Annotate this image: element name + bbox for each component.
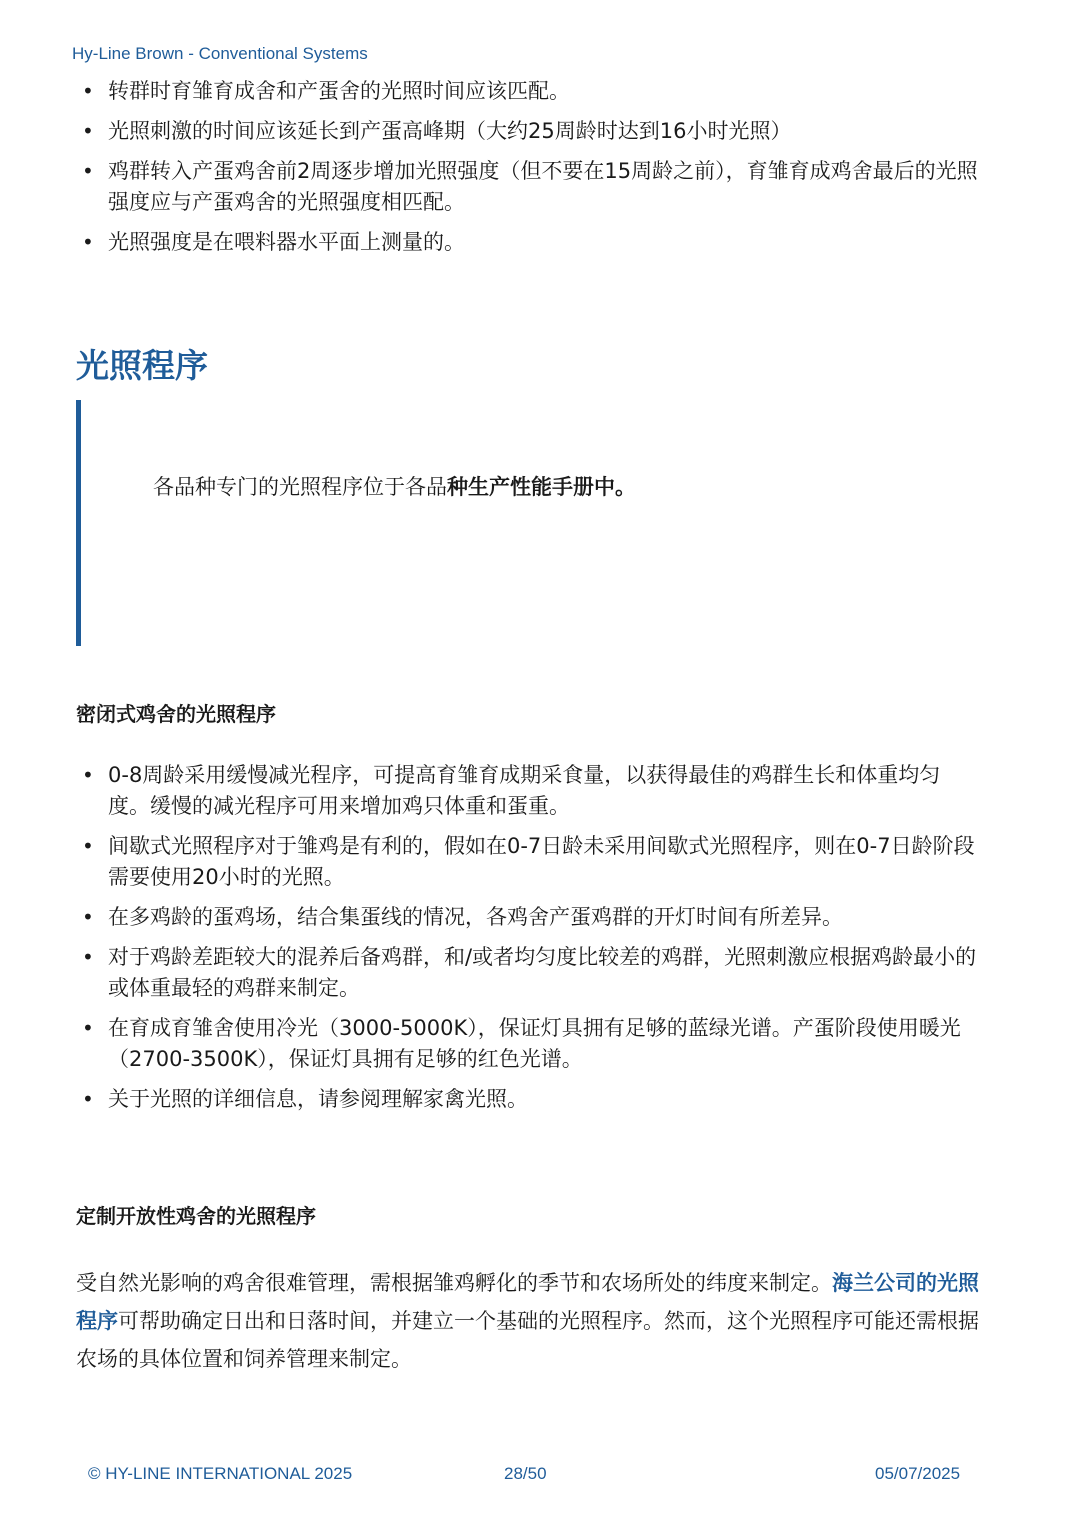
list-item: • 光照强度是在喂料器水平面上测量的。 [80,227,980,258]
callout-text-bold: 种生产性能手册中。 [447,475,636,499]
open-house-paragraph [76,1264,996,1378]
list-item: • 鸡群转入产蛋鸡舍前2周逐步增加光照强度（但不要在15周龄之前），育雏育成鸡舍最后的光照强度应与产蛋鸡舍的光照强度相匹配。 [80,156,980,218]
closed-house-bullet-list [80,760,980,1124]
paragraph-text: 受自然光影响的鸡舍很难管理，需根据雏鸡孵化的季节和农场所处的纬度来制定。 [76,1271,832,1295]
section-title: 光照程序 [76,346,208,385]
list-item: • 在多鸡龄的蛋鸡场，结合集蛋线的情况，各鸡舍产蛋鸡群的开灯时间有所差异。 [80,902,980,933]
callout-text-normal: 各品种专门的光照程序位于各品 [153,475,447,499]
lighting-program-link[interactable]: 海兰公司的光照程序 [76,1271,979,1333]
open-house-heading: 定制开放性鸡舍的光照程序 [76,1204,316,1228]
footer-copyright: © HY-LINE INTERNATIONAL 2025 [88,1464,353,1483]
callout-text [153,472,636,503]
callout-box [76,400,981,646]
list-item: • 对于鸡龄差距较大的混养后备鸡群，和/或者均匀度比较差的鸡群，光照刺激应根据鸡龄最小的或体重最轻的鸡群来制定。 [80,942,980,1004]
list-item: • 间歇式光照程序对于雏鸡是有利的，假如在0-7日龄未采用间歇式光照程序，则在0-7日龄阶段需要使用20小时的光照。 [80,831,980,893]
list-item: • 关于光照的详细信息，请参阅理解家禽光照。 [80,1084,980,1115]
list-item: • 光照刺激的时间应该延长到产蛋高峰期（大约25周龄时达到16小时光照） [80,116,980,147]
list-item: • 转群时育雏育成舍和产蛋舍的光照时间应该匹配。 [80,76,980,107]
list-item: • 0-8周龄采用缓慢减光程序，可提高育雏育成期采食量，以获得最佳的鸡群生长和体重均匀度。缓慢的减光程序可用来增加鸡只体重和蛋重。 [80,760,980,822]
closed-house-heading: 密闭式鸡舍的光照程序 [76,702,276,726]
paragraph-text: 可帮助确定日出和日落时间，并建立一个基础的光照程序。然而，这个光照程序可能还需根据农场的具体位置和饲养管理来制定。 [76,1309,979,1371]
document-header: Hy-Line Brown - Conventional Systems [72,44,368,63]
top-bullet-list [80,76,980,267]
footer-page-number: 28/50 [504,1464,547,1483]
list-item: • 在育成育雏舍使用冷光（3000-5000K），保证灯具拥有足够的蓝绿光谱。产蛋阶段使用暖光（2700-3500K），保证灯具拥有足够的红色光谱。 [80,1013,980,1075]
footer-date: 05/07/2025 [875,1464,961,1483]
